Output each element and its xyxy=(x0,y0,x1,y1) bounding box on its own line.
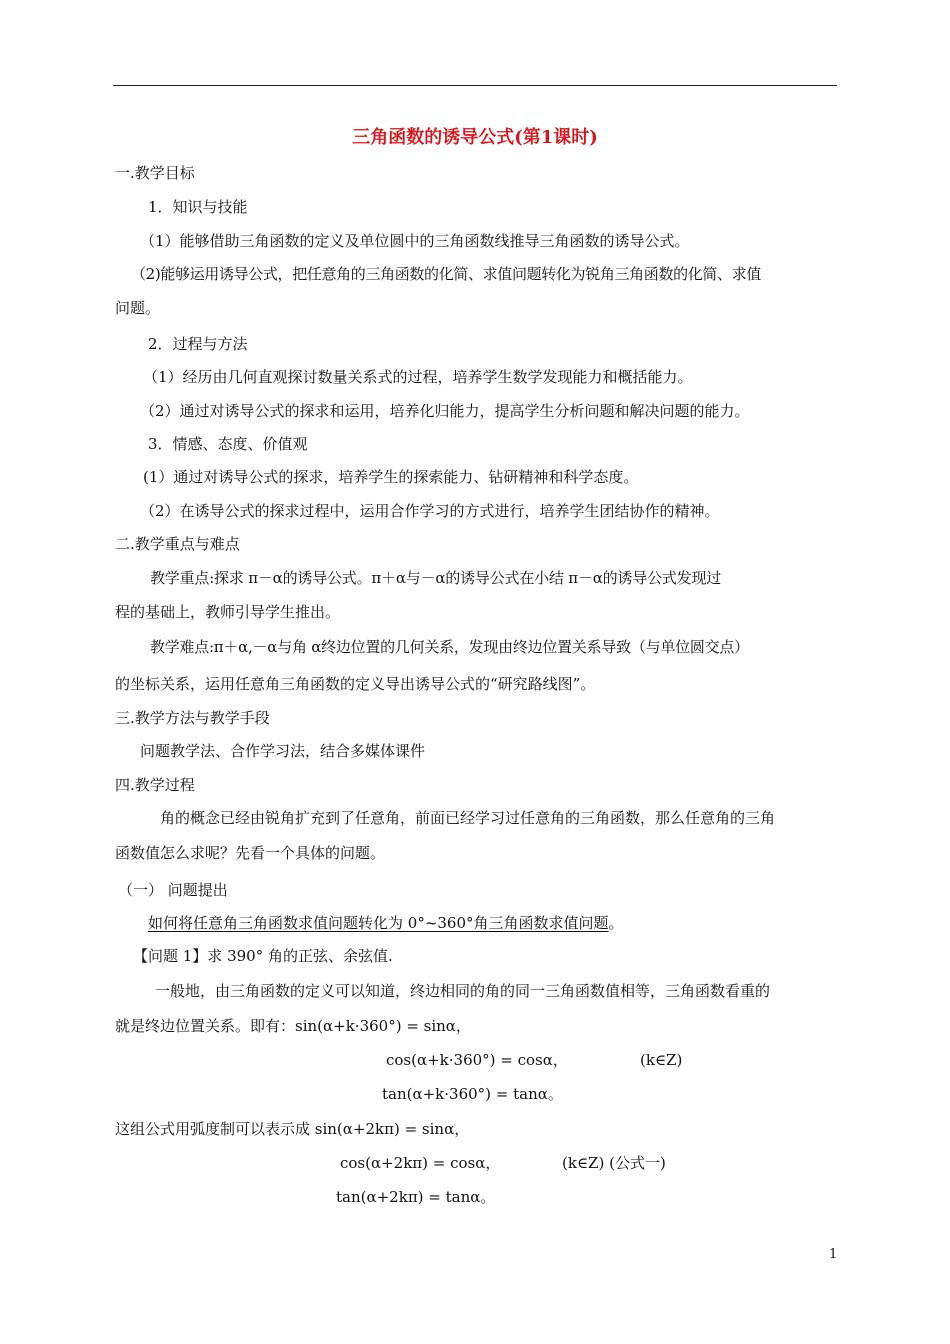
paragraph: 的坐标关系，运用任意角三角函数的定义导出诱导公式的“研究路线图”。 xyxy=(115,675,596,693)
underlined-question xyxy=(148,913,624,933)
paragraph: (1）通过对诱导公式的探求，培养学生的探索能力、钻研精神和科学态度。 xyxy=(143,468,639,486)
formula-line: tan(α+k·360°) = tanα。 xyxy=(382,1085,563,1103)
paragraph: （2）通过对诱导公式的探求和运用，培养化归能力，提高学生分析问题和解决问题的能力。 xyxy=(140,402,750,420)
paragraph: 角的概念已经由锐角扩充到了任意角，前面已经学习过任意角的三角函数，那么任意角的三角 xyxy=(160,809,776,827)
formula-condition: (k∈Z) xyxy=(640,1051,683,1069)
document-title: 三角函数的诱导公式(第1课时) xyxy=(352,127,598,148)
subheading-process: 2．过程与方法 xyxy=(148,335,248,353)
problem-1: 【问题 1】求 390° 角的正弦、余弦值. xyxy=(133,947,393,965)
paragraph: 程的基础上，教师引导学生推出。 xyxy=(115,603,341,621)
question-text: 如何将任意角三角函数求值问题转化为 0°~360°角三角函数求值问题 xyxy=(148,914,609,932)
paragraph: （1）经历由几何直观探讨数量关系式的过程，培养学生数学发现能力和概括能力。 xyxy=(143,368,693,386)
paragraph: 就是终边位置关系。即有：sin(α+k·360°) = sinα， xyxy=(115,1017,471,1035)
formula-condition: (k∈Z) (公式一) xyxy=(562,1154,666,1172)
section-heading-4: 四.教学过程 xyxy=(115,776,195,794)
paragraph: 函数值怎么求呢？先看一个具体的问题。 xyxy=(115,844,386,862)
paragraph: （1）能够借助三角函数的定义及单位圆中的三角函数线推导三角函数的诱导公式。 xyxy=(140,232,690,250)
paragraph: （2）在诱导公式的探求过程中，运用合作学习的方式进行，培养学生团结协作的精神。 xyxy=(140,502,720,520)
paragraph: 教学难点:π＋α,－α与角 α终边位置的几何关系，发现由终边位置关系导致（与单位圆交点） xyxy=(150,638,749,656)
subheading-knowledge: 1．知识与技能 xyxy=(148,198,248,216)
formula-line: tan(α+2kπ) = tanα。 xyxy=(336,1188,496,1206)
paragraph: 一般地，由三角函数的定义可以知道，终边相同的角的同一三角函数值相等，三角函数看重的 xyxy=(155,982,771,1000)
header-rule xyxy=(113,85,837,86)
subsection-heading: （一） 问题提出 xyxy=(118,881,228,899)
paragraph: 问题。 xyxy=(115,299,161,317)
paragraph: 问题教学法、合作学习法，结合多媒体课件 xyxy=(140,742,426,760)
section-heading-2: 二.教学重点与难点 xyxy=(115,535,240,553)
formula-line: cos(α+2kπ) = cosα， xyxy=(340,1154,501,1172)
paragraph: （2)能够运用诱导公式，把任意角的三角函数的化简、求值问题转化为锐角三角函数的化简、求值 xyxy=(131,265,762,283)
question-period: 。 xyxy=(608,914,624,932)
section-heading-3: 三.教学方法与教学手段 xyxy=(115,709,270,727)
paragraph: 这组公式用弧度制可以表示成 sin(α+2kπ) = sinα， xyxy=(115,1120,470,1138)
section-heading-1: 一.教学目标 xyxy=(115,164,195,182)
paragraph: 教学重点:探求 π－α的诱导公式。π＋α与－α的诱导公式在小结 π－α的诱导公式发现过 xyxy=(150,569,722,587)
subheading-emotion: 3．情感、态度、价值观 xyxy=(148,435,308,453)
formula-line: cos(α+k·360°) = cosα， xyxy=(386,1051,568,1069)
page-number: 1 xyxy=(829,1247,838,1262)
